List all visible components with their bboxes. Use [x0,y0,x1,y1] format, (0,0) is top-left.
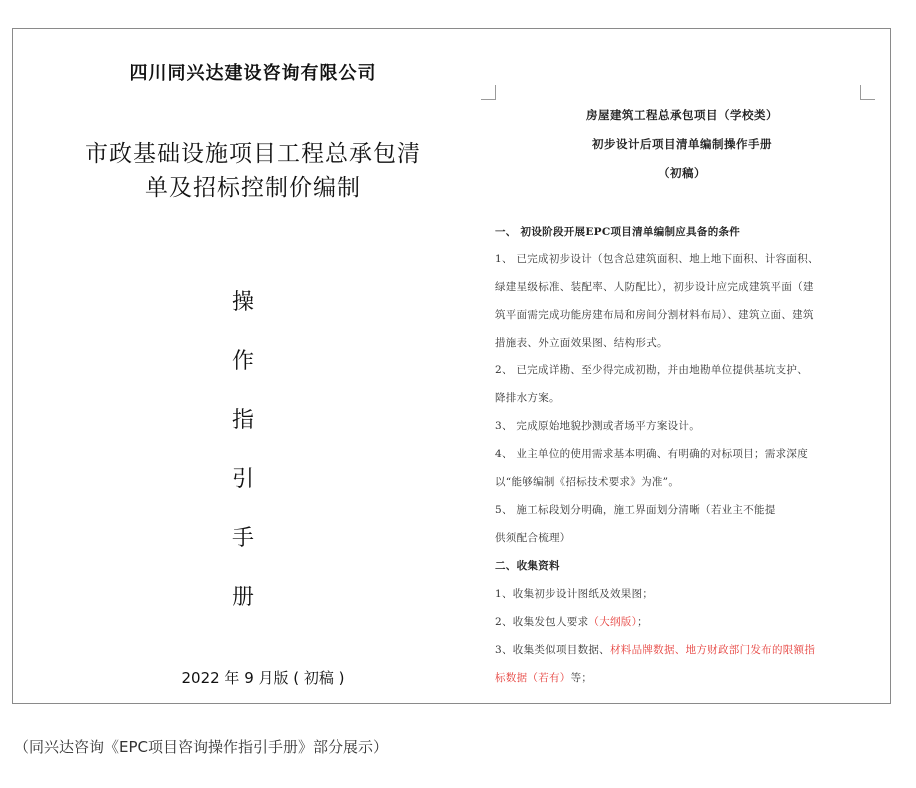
manual-line [495,670,592,685]
vertical-char: 册 [231,585,254,610]
manual-line: 以“能够编制《招标技术要求》为准”。 [495,476,680,488]
company-name: 四川同兴达建设咨询有限公司 [129,63,377,84]
vertical-char: 引 [231,467,254,492]
highlight-text: 材料品牌数据、地方财政部门发布的限额指 [609,644,816,656]
highlight-text: 标数据（若有） [495,672,571,684]
cover-title [43,137,463,205]
edition-label: 2022 年 9 月版 ( 初稿 ) [181,669,345,687]
manual-line: 4、 业主单位的使用需求基本明确、有明确的对标项目；需求深度 [495,448,809,460]
caption: （同兴达咨询《EPC项目咨询操作指引手册》部分展示） [14,738,388,756]
highlight-text: （大纲版） [588,616,638,628]
manual-line: 绿建星级标准、装配率、人防配比），初步设计应完成建筑平面（建 [495,281,814,293]
manual-line-text: 2、收集发包人要求 [495,616,589,628]
manual-line: 筑平面需完成功能房建布局和房间分割材料布局）、建筑立面、建筑 [495,309,814,321]
manual-line: 一、 初设阶段开展EPC项目清单编制应具备的条件 [495,226,741,238]
vertical-char: 指 [231,408,254,433]
manual-header: 房屋建筑工程总承包项目（学校类） [586,108,778,122]
manual-line [495,642,815,657]
cover-title-line: 单及招标控制价编制 [145,175,361,201]
crop-mark [860,85,875,100]
manual-line: 2、 已完成详勘、至少得完成初勘，并由地勘单位提供基坑支护、 [495,364,809,376]
crop-mark [481,85,496,100]
vertical-title [223,283,263,637]
manual-line: 1、 已完成初步设计（包含总建筑面积、地上地下面积、计容面积、 [495,253,819,265]
manual-line-text: 3、收集类似项目数据、 [495,644,610,656]
manual-line: 降排水方案。 [495,392,560,404]
vertical-char: 手 [231,526,254,551]
manual-line: 二、收集资料 [495,560,560,572]
manual-header: 初步设计后项目清单编制操作手册 [592,137,772,151]
manual-line: 供须配合梳理） [495,532,571,544]
vertical-char: 操 [231,290,254,315]
cover-title-line: 市政基础设施项目工程总承包清 [85,141,421,167]
manual-line [495,614,648,629]
manual-line: 3、 完成原始地貌抄测或者场平方案设计。 [495,420,701,432]
manual-line: 措施表、外立面效果图、结构形式。 [495,337,668,349]
manual-line: 1、收集初步设计图纸及效果图； [495,588,654,600]
manual-line: 5、 施工标段划分明确，施工界面划分清晰（若业主不能提 [495,504,776,516]
manual-line-text: ； [637,616,648,628]
document-frame [12,28,891,704]
manual-page [473,29,891,703]
manual-header: （初稿） [658,166,706,180]
manual-line-text: 等； [570,672,593,684]
cover-page [13,29,473,703]
vertical-char: 作 [231,349,254,374]
